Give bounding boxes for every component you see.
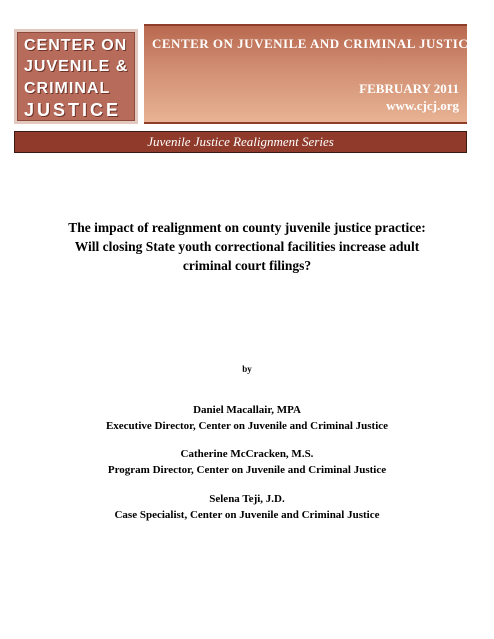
organization-name: CENTER ON JUVENILE AND CRIMINAL JUSTICE [152, 36, 478, 51]
logo-line-1: CENTER ON [24, 37, 128, 54]
author-block [0, 402, 494, 434]
series-title: Juvenile Justice Realignment Series [147, 134, 334, 149]
author-name: Catherine McCracken, M.S. [180, 448, 314, 460]
by-label: by [242, 364, 252, 374]
logo-line-3: CRIMINAL [24, 80, 111, 97]
logo-line-2: JUVENILE & [24, 58, 129, 75]
author-role: Case Specialist, Center on Juvenile and Criminal Justice [114, 509, 380, 521]
publication-date: FEBRUARY 2011 [359, 81, 459, 96]
cjcj-logo [14, 29, 138, 124]
series-bar [14, 131, 467, 153]
author-role: Executive Director, Center on Juvenile and Criminal Justice [105, 420, 389, 432]
header-banner [144, 24, 478, 124]
document-title [30, 218, 464, 275]
title-line-3: criminal court filings? [182, 258, 312, 273]
author-role: Program Director, Center on Juvenile and Criminal Justice [107, 464, 387, 476]
logo-line-4: JUSTICE [24, 100, 122, 120]
author-block [0, 446, 494, 478]
author-name: Selena Teji, J.D. [209, 493, 285, 505]
title-line-1: The impact of realignment on county juvenile justice practice: [68, 220, 426, 235]
website-url: www.cjcj.org [386, 98, 459, 113]
title-line-2: Will closing State youth correctional facilities increase adult [74, 239, 420, 254]
author-name: Daniel Macallair, MPA [193, 404, 301, 416]
author-block [0, 491, 494, 523]
